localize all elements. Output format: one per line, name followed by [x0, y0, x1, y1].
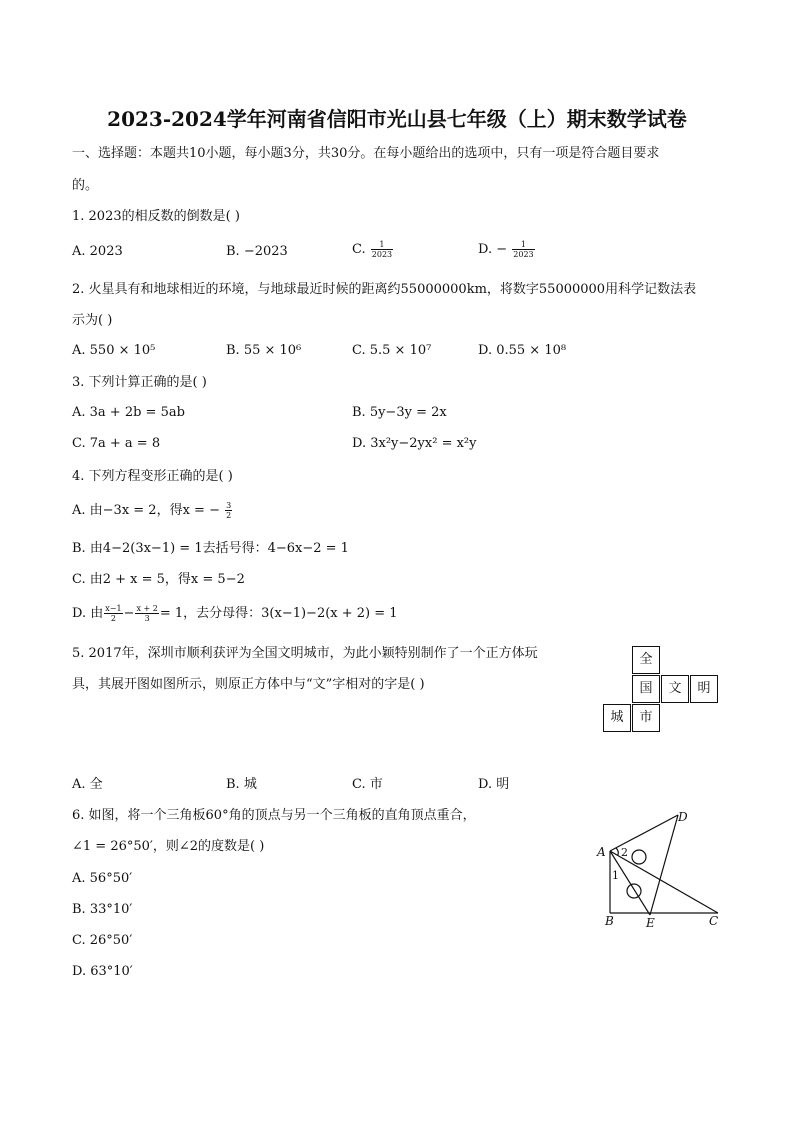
- point-label-c: C: [709, 914, 719, 928]
- angle-label-2: 2: [621, 846, 628, 859]
- q2-option-a: A. 550 × 10⁵: [72, 343, 156, 358]
- segment-de: [650, 815, 678, 915]
- q2-option-d: D. 0.55 × 10⁸: [478, 343, 567, 358]
- q1-option-d-fraction: [512, 240, 534, 259]
- point-label-a: A: [597, 845, 606, 859]
- angle-label-1: 1: [612, 869, 619, 882]
- fraction-numerator: 1: [512, 240, 534, 250]
- fraction-denominator: 2: [226, 511, 232, 520]
- fraction-denominator: 2023: [513, 250, 534, 259]
- question-6-stem-line1: 6. 如图，将一个三角板60°角的顶点与另一个三角板的直角顶点重合，: [72, 808, 476, 823]
- question-4-stem: 4. 下列方程变形正确的是( ): [72, 469, 233, 484]
- segment-ae: [610, 851, 650, 915]
- q4-option-d-post: = 1，去分母得：3(x−1)−2(x + 2) = 1: [159, 606, 398, 621]
- q6-option-d: D. 63°10′: [72, 964, 133, 979]
- q4-option-d: [72, 604, 398, 623]
- fraction-numerator: 1: [371, 240, 393, 250]
- q2-option-c: C. 5.5 × 10⁷: [352, 343, 432, 358]
- question-6-stem-line2: ∠1 = 26°50′，则∠2的度数是( ): [72, 839, 265, 854]
- q6-option-b: B. 33°10′: [72, 902, 133, 917]
- question-2-stem-line2: 示为( ): [72, 313, 113, 328]
- q3-option-d: D. 3x²y−2yx² = x²y: [352, 436, 477, 451]
- question-2-stem-line1: 2. 火星具有和地球相近的环境，与地球最近时候的距离约55000000km，将数字55000000用科学记数法表: [72, 282, 697, 297]
- question-5-stem-line1: 5. 2017年，深圳市顺利获评为全国文明城市，为此小颖特别制作了一个正方体玩: [72, 646, 538, 661]
- q1-option-d: [478, 240, 536, 259]
- page-title: 2023-2024学年河南省信阳市光山县七年级（上）期末数学试卷: [107, 107, 687, 131]
- q4-option-a-text: A. 由−3x = 2，得x = −: [72, 503, 220, 518]
- q3-option-a: A. 3a + 2b = 5ab: [72, 405, 185, 420]
- net-cell-ming: 明: [690, 675, 718, 703]
- segment-ac: [610, 851, 718, 913]
- q5-option-c: C. 市: [352, 777, 383, 792]
- question-3-stem: 3. 下列计算正确的是( ): [72, 375, 207, 390]
- net-cell-quan: 全: [632, 646, 660, 674]
- q5-option-a: A. 全: [72, 777, 103, 792]
- q6-option-c: C. 26°50′: [72, 933, 133, 948]
- q2-option-b: B. 55 × 10⁶: [226, 343, 302, 358]
- fraction-numerator: 3: [226, 501, 232, 510]
- q4-option-d-minus: −: [123, 606, 135, 621]
- fraction-numerator: x + 2: [136, 604, 158, 613]
- section-header-line1: 一、选择题：本题共10小题，每小题3分，共30分。在每小题给出的选项中，只有一项是符合题目要求: [72, 146, 660, 161]
- net-cell-shi: 市: [632, 704, 660, 732]
- q1-option-c: [352, 240, 394, 259]
- q4-option-b: B. 由4−2(3x−1) = 1去括号得：4−6x−2 = 1: [72, 541, 349, 556]
- q4-option-a-fraction: [225, 501, 232, 520]
- q5-option-b: B. 城: [226, 777, 257, 792]
- fraction-denominator: 2023: [371, 250, 393, 259]
- q3-option-b: B. 5y−3y = 2x: [352, 405, 447, 420]
- net-cell-guo: 国: [632, 675, 660, 703]
- section-header-line2: 的。: [72, 178, 99, 193]
- q4-option-a: [72, 501, 233, 520]
- fraction-denominator: 2: [110, 614, 116, 623]
- question-1-stem: 1. 2023的相反数的倒数是( ): [72, 209, 240, 224]
- q3-option-c: C. 7a + a = 8: [72, 436, 161, 451]
- fraction-numerator: x−1: [105, 604, 122, 613]
- q1-option-d-label: D. −: [478, 242, 508, 257]
- q6-option-a: A. 56°50′: [72, 871, 133, 886]
- q5-option-d: D. 明: [478, 777, 510, 792]
- q1-option-b: B. −2023: [226, 244, 288, 259]
- cube-net-figure: [602, 645, 720, 735]
- q1-option-c-label: C.: [352, 242, 366, 257]
- point-label-b: B: [605, 914, 614, 928]
- question-5-stem-line2: 具，其展开图如图所示，则原正方体中与“文”字相对的字是( ): [72, 677, 425, 692]
- q1-option-c-fraction: [371, 240, 393, 259]
- q4-option-d-pre: D. 由: [72, 606, 104, 621]
- net-cell-wen: 文: [661, 675, 689, 703]
- angle-2-marker: [632, 850, 646, 864]
- q1-option-a: A. 2023: [72, 244, 123, 259]
- angle-1-marker: [627, 884, 641, 898]
- point-label-d: D: [678, 810, 688, 824]
- q4-option-d-fraction-2: [135, 604, 158, 623]
- point-label-e: E: [646, 916, 655, 930]
- net-cell-cheng: 城: [603, 704, 631, 732]
- q4-option-c: C. 由2 + x = 5，得x = 5−2: [72, 572, 245, 587]
- q4-option-d-fraction-1: [104, 604, 122, 623]
- fraction-denominator: 3: [144, 614, 150, 623]
- triangle-figure: [592, 805, 732, 930]
